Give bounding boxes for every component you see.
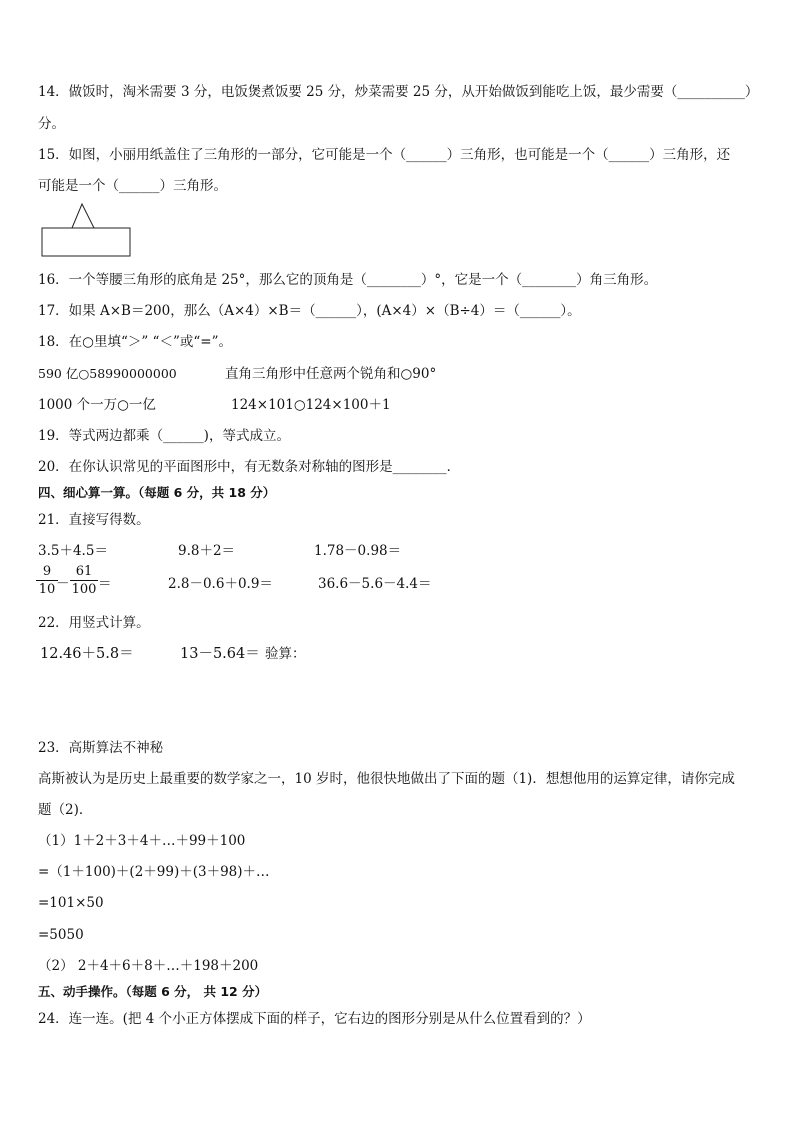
section5-heading: 五、动手操作。（每题 6 分， 共 12 分） [38,984,268,999]
q22-title: 22．用竖式计算。 [38,615,150,631]
q21-equals: ＝ [98,576,112,592]
q22-check: 验算： [265,646,306,662]
q22-e1: 12.46＋5.8＝ [40,646,134,662]
fraction-2-numerator: 61 [75,564,93,579]
section4-heading: 四、细心算一算。（每题 6 分，共 18 分） [38,485,276,500]
q16: 16．一个等腰三角形的底角是 25°，那么它的顶角是（________）°，它是一个（________）角三角形。 [38,272,658,288]
q23-line1: 高斯被认为是历史上最重要的数学家之一，10 岁时，他很快地做出了下面的题（1)．想想他用的运算定律，请你完成 [38,771,735,787]
fraction-1-denominator: 10 [38,582,56,597]
q23-step3: =101×50 [38,895,104,911]
q23-part2: （2） 2＋4＋6＋8＋…＋198＋200 [38,958,259,974]
q21-e1: 3.5＋4.5＝ [38,543,108,559]
paper-cover-rect [42,228,130,256]
fraction-1-bar [36,580,58,581]
q23-step2: =（1＋100)＋(2＋99)＋(3＋98)＋… [38,864,270,880]
q17: 17．如果 A×B＝200，那么（A×4）×B＝（______），(A×4）×（B÷4）＝（______）。 [38,303,581,319]
q18-r1c1: 590 亿○58990000000 [38,366,177,381]
q23-line2: 题（2)． [38,802,93,818]
q23-step4: =5050 [38,927,84,943]
fraction-1-numerator: 9 [42,564,52,579]
q21-e3: 1.78－0.98＝ [314,543,402,559]
q18-r2c1: 1000 个一万○一亿 [38,397,156,413]
q19: 19．等式两边都乘（______)，等式成立。 [38,428,290,444]
fraction-2-denominator: 100 [71,582,97,597]
q24: 24．连一连。(把 4 个小正方体摆成下面的样子，它右边的图形分别是从什么位置看到的？） [38,1011,591,1027]
q21-fraction-1 [36,564,58,597]
q21-e5: 2.8－0.6＋0.9＝ [168,576,273,592]
q21-minus: － [56,576,70,592]
q15-line1: 15．如图，小丽用纸盖住了三角形的一部分，它可能是一个（______）三角形，也可能是一个（______）三角形，还 [38,147,731,163]
q18-r2c2: 124×101○124×100＋1 [231,397,391,413]
q14-line2: 分。 [38,116,65,132]
q21-e2: 9.8＋2＝ [178,543,236,559]
q15-line2: 可能是一个（______）三角形。 [38,178,227,194]
covered-triangle-figure [38,200,138,260]
q14-line1: 14．做饭时，淘米需要 3 分，电饭煲煮饭要 25 分，炒菜需要 25 分，从开始做饭到能吃上饭，最少需要（__________） [38,84,759,100]
q22-e2: 13－5.64＝ [180,646,260,662]
q23-step1: （1）1＋2＋3＋4＋…＋99＋100 [38,833,246,849]
q20: 20．在你认识常见的平面图形中，有无数条对称轴的图形是________． [38,459,461,475]
q18-title: 18．在○里填“＞” “＜”或“=”。 [38,334,232,350]
triangle-tip [72,204,94,228]
q21-title: 21．直接写得数。 [38,512,150,528]
q23-title: 23．高斯算法不神秘 [38,740,164,756]
fraction-2-bar [70,580,98,581]
q18-r1c2: 直角三角形中任意两个锐角和○90° [225,366,437,382]
q21-fraction-2 [70,564,98,597]
q21-e6: 36.6－5.6－4.4＝ [318,576,432,592]
